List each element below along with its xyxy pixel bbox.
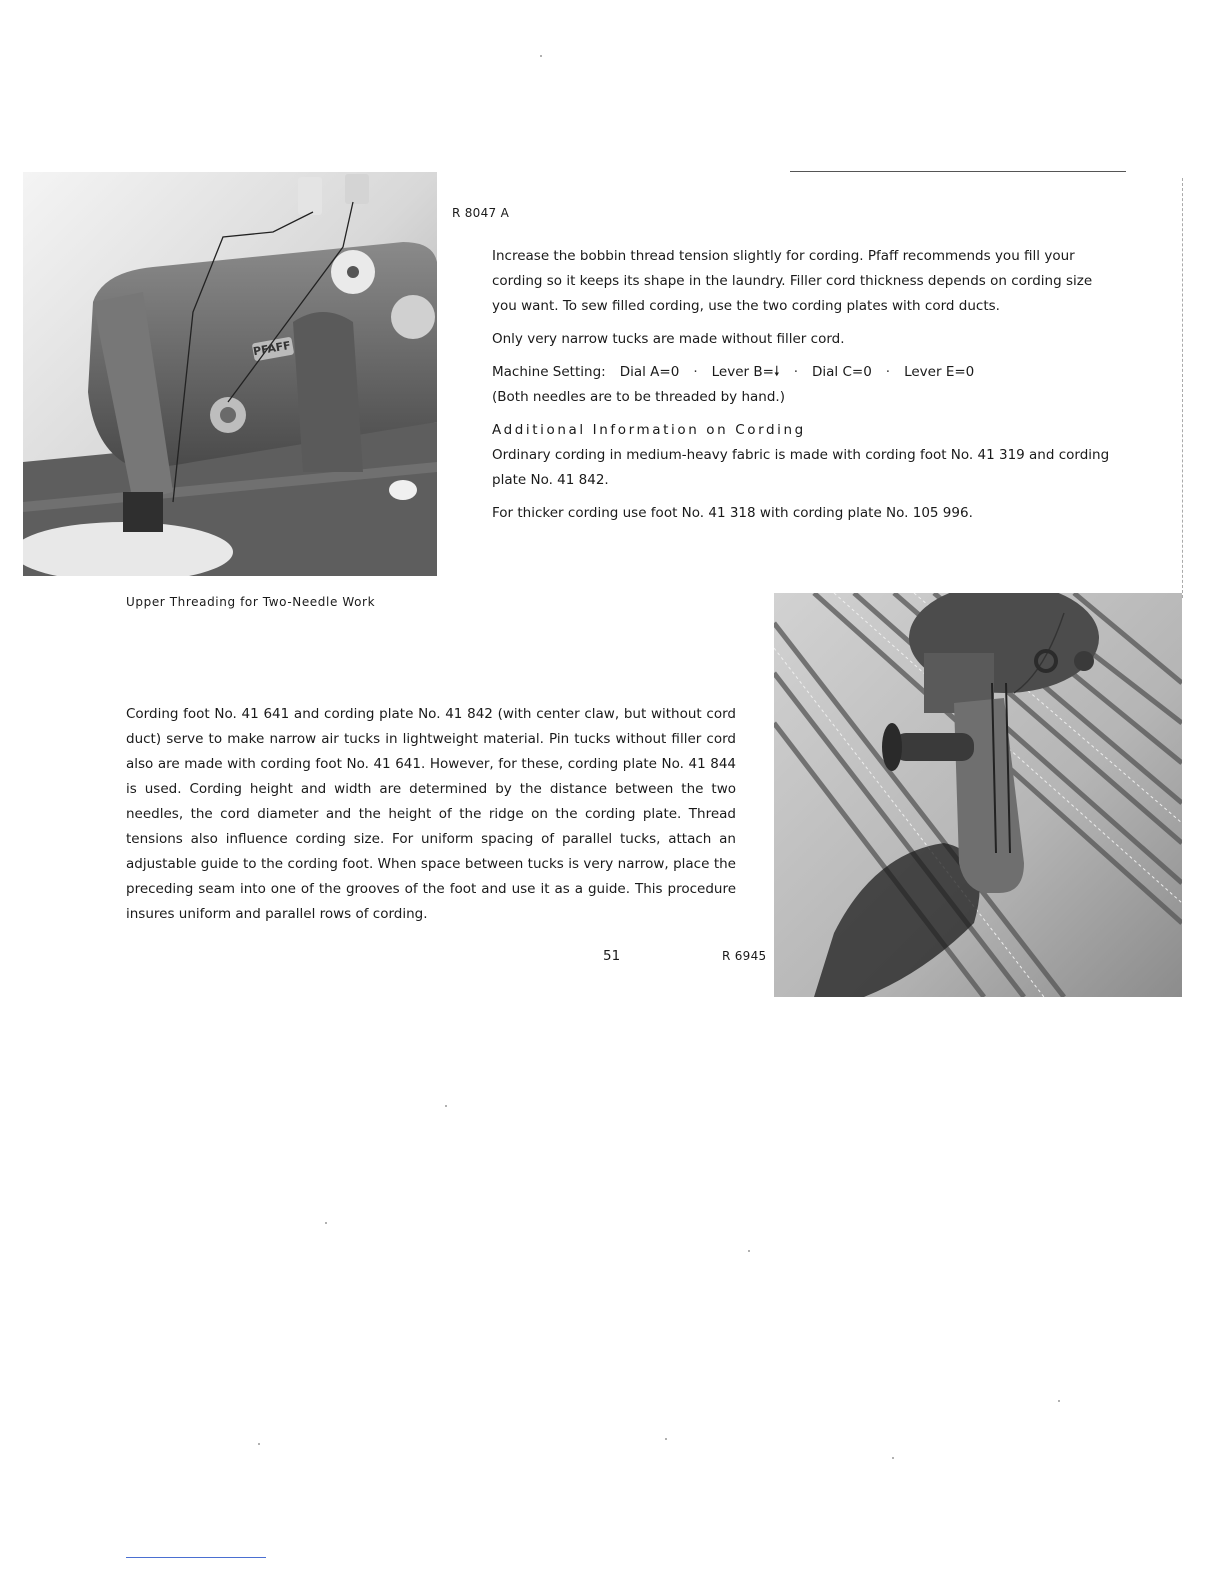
scan-speck — [892, 1457, 894, 1459]
paragraph-bobbin-tension: Increase the bobbin thread tension slightly for cording. Pfaff recommends you fill your cording so it keeps its shape in the laundry. Filler cord thickness depends on cording size you want. To sew filled cording, use the two cording plates with cord ducts. — [492, 248, 1093, 314]
paragraph-cording-foot-41641: Cording foot No. 41 641 and cording plate No. 41 842 (with center claw, but without cord duct) serve to make narrow air tucks in lightweight material. Pin tucks without filler cord also are made with cording foot No. 41 641. However, for these, cording plate No. 41 844 is used. Cording height and width are determined by the distance between the two needles, the cord diameter and the height of the ridge on the cording plate. Thread tensions also influence cording size. For uniform spacing of parallel tucks, attach an adjustable guide to the cording foot. When space between tucks is very narrow, place the preceding seam into one of the grooves of the foot and use it as a guide. This procedure insures uniform and parallel rows of cording. — [126, 706, 736, 922]
machine-setting-label: Machine Setting: — [492, 364, 606, 380]
figure-label-r8047a: R 8047 A — [452, 206, 510, 220]
machine-brand-text: PFAFF — [252, 338, 292, 359]
paragraph-narrow-tucks: Only very narrow tucks are made without filler cord. — [492, 331, 845, 347]
paragraph-threading-note: (Both needles are to be threaded by hand.) — [492, 389, 785, 405]
setting-separator: · — [793, 364, 798, 380]
setting-separator: · — [885, 364, 891, 380]
setting-separator: · — [693, 364, 698, 380]
scan-speck — [325, 1222, 327, 1224]
scan-speck — [665, 1438, 667, 1440]
setting-lever-e: Lever E=0 — [904, 364, 975, 380]
top-rule — [790, 171, 1126, 172]
scan-speck — [748, 1250, 750, 1252]
bottom-rule — [126, 1557, 266, 1558]
paragraph-ordinary-cording: Ordinary cording in medium-heavy fabric is made with cording foot No. 41 319 and cording plate No. 41 842. — [492, 447, 1110, 488]
setting-dial-c: Dial C=0 — [812, 364, 872, 380]
right-text-column — [492, 244, 1112, 534]
section-heading-cording: Additional Information on Cording — [492, 422, 806, 438]
figure-caption-upper-threading: Upper Threading for Two-Needle Work — [126, 595, 376, 609]
scan-speck — [445, 1105, 447, 1107]
machine-setting-line — [492, 360, 1112, 385]
figure-label-r6945: R 6945 — [722, 949, 767, 963]
sewing-machine-photo — [23, 172, 437, 576]
page-number: 51 — [603, 948, 621, 964]
right-border-line — [1182, 178, 1184, 598]
scan-speck — [540, 55, 542, 57]
setting-lever-b: Lever B=🠗 — [711, 364, 780, 380]
paragraph-thicker-cording: For thicker cording use foot No. 41 318 with cording plate No. 105 996. — [492, 505, 973, 521]
setting-dial-a: Dial A=0 — [619, 364, 680, 380]
scan-speck — [258, 1443, 260, 1445]
left-text-column — [126, 702, 736, 927]
scan-speck — [1058, 1400, 1060, 1402]
cording-foot-photo — [774, 593, 1182, 997]
